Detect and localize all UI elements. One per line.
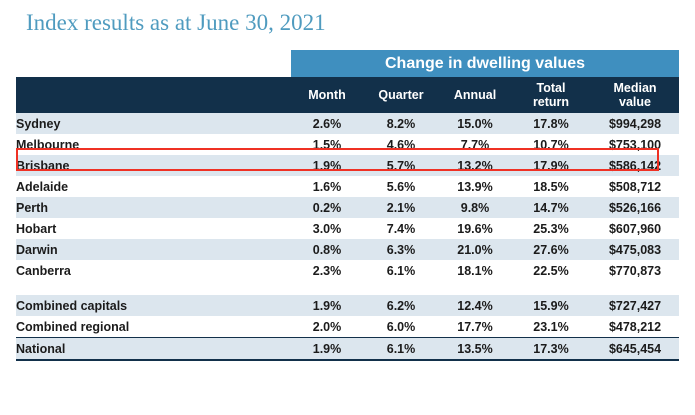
- row-quarter: 6.2%: [363, 295, 439, 316]
- row-quarter: 5.6%: [363, 176, 439, 197]
- row-annual: 7.7%: [439, 134, 511, 155]
- row-total-return: 10.7%: [511, 134, 591, 155]
- table-spacer-row: [16, 281, 679, 295]
- table-column-header-row: [16, 77, 679, 113]
- row-label: Combined capitals: [16, 295, 291, 316]
- row-annual: 9.8%: [439, 197, 511, 218]
- row-label: Darwin: [16, 239, 291, 260]
- column-header-median-value-line2: value: [619, 95, 651, 109]
- row-total-return: 14.7%: [511, 197, 591, 218]
- row-median-value: $607,960: [591, 218, 679, 239]
- table-row: [16, 239, 679, 260]
- row-total-return: 17.9%: [511, 155, 591, 176]
- row-median-value: $994,298: [591, 113, 679, 134]
- row-annual: 12.4%: [439, 295, 511, 316]
- row-month: 2.6%: [291, 113, 363, 134]
- column-header-region: [16, 77, 291, 113]
- table-row: [16, 155, 679, 176]
- row-label: Perth: [16, 197, 291, 218]
- row-month: 1.5%: [291, 134, 363, 155]
- row-month: 1.9%: [291, 295, 363, 316]
- row-median-value: $727,427: [591, 295, 679, 316]
- index-results-table: [16, 50, 679, 361]
- row-quarter: 4.6%: [363, 134, 439, 155]
- row-median-value: $645,454: [591, 338, 679, 361]
- row-label: Canberra: [16, 260, 291, 281]
- column-header-median-value: [591, 77, 679, 113]
- row-total-return: 22.5%: [511, 260, 591, 281]
- spacer-cell: [591, 281, 679, 295]
- row-median-value: $753,100: [591, 134, 679, 155]
- row-total-return: 23.1%: [511, 316, 591, 338]
- row-quarter: 6.3%: [363, 239, 439, 260]
- row-quarter: 8.2%: [363, 113, 439, 134]
- row-month: 0.8%: [291, 239, 363, 260]
- column-header-total-return-line2: return: [532, 95, 570, 109]
- row-annual: 17.7%: [439, 316, 511, 338]
- table-row: [16, 218, 679, 239]
- column-header-median-value-line1: Median: [613, 81, 657, 95]
- table-row: [16, 338, 679, 361]
- row-total-return: 25.3%: [511, 218, 591, 239]
- group-header-spacer: [16, 50, 291, 77]
- row-total-return: 15.9%: [511, 295, 591, 316]
- column-header-total-return-line1: Total: [536, 81, 566, 95]
- row-median-value: $770,873: [591, 260, 679, 281]
- row-total-return: 17.3%: [511, 338, 591, 361]
- row-label: Combined regional: [16, 316, 291, 338]
- table-row: [16, 316, 679, 338]
- row-label: Hobart: [16, 218, 291, 239]
- row-quarter: 5.7%: [363, 155, 439, 176]
- column-header-quarter: Quarter: [363, 77, 439, 113]
- row-label: National: [16, 338, 291, 361]
- page-title: Index results as at June 30, 2021: [26, 10, 326, 35]
- table-row: [16, 176, 679, 197]
- row-median-value: $508,712: [591, 176, 679, 197]
- row-label: Adelaide: [16, 176, 291, 197]
- row-annual: 18.1%: [439, 260, 511, 281]
- column-header-month: Month: [291, 77, 363, 113]
- table-row: [16, 197, 679, 218]
- table-group-header-row: [16, 50, 679, 77]
- table-row: [16, 113, 679, 134]
- spacer-cell: [511, 281, 591, 295]
- row-total-return: 27.6%: [511, 239, 591, 260]
- row-month: 1.6%: [291, 176, 363, 197]
- table-row: [16, 295, 679, 316]
- row-median-value: $475,083: [591, 239, 679, 260]
- row-annual: 21.0%: [439, 239, 511, 260]
- row-month: 3.0%: [291, 218, 363, 239]
- row-label: Melbourne: [16, 134, 291, 155]
- row-annual: 13.5%: [439, 338, 511, 361]
- spacer-cell: [363, 281, 439, 295]
- row-median-value: $478,212: [591, 316, 679, 338]
- row-quarter: 6.0%: [363, 316, 439, 338]
- row-annual: 13.9%: [439, 176, 511, 197]
- spacer-cell: [439, 281, 511, 295]
- row-annual: 19.6%: [439, 218, 511, 239]
- spacer-cell: [16, 281, 291, 295]
- row-quarter: 2.1%: [363, 197, 439, 218]
- row-quarter: 7.4%: [363, 218, 439, 239]
- row-quarter: 6.1%: [363, 338, 439, 361]
- row-total-return: 18.5%: [511, 176, 591, 197]
- row-month: 2.3%: [291, 260, 363, 281]
- table-row: [16, 260, 679, 281]
- row-label: Sydney: [16, 113, 291, 134]
- table-row: [16, 134, 679, 155]
- row-annual: 15.0%: [439, 113, 511, 134]
- row-month: 1.9%: [291, 155, 363, 176]
- row-annual: 13.2%: [439, 155, 511, 176]
- row-label: Brisbane: [16, 155, 291, 176]
- row-quarter: 6.1%: [363, 260, 439, 281]
- column-header-annual: Annual: [439, 77, 511, 113]
- spacer-cell: [291, 281, 363, 295]
- row-total-return: 17.8%: [511, 113, 591, 134]
- row-month: 2.0%: [291, 316, 363, 338]
- group-header-change-in-dwelling-values: Change in dwelling values: [291, 50, 679, 77]
- row-median-value: $526,166: [591, 197, 679, 218]
- row-month: 0.2%: [291, 197, 363, 218]
- row-month: 1.9%: [291, 338, 363, 361]
- row-median-value: $586,142: [591, 155, 679, 176]
- column-header-total-return: [511, 77, 591, 113]
